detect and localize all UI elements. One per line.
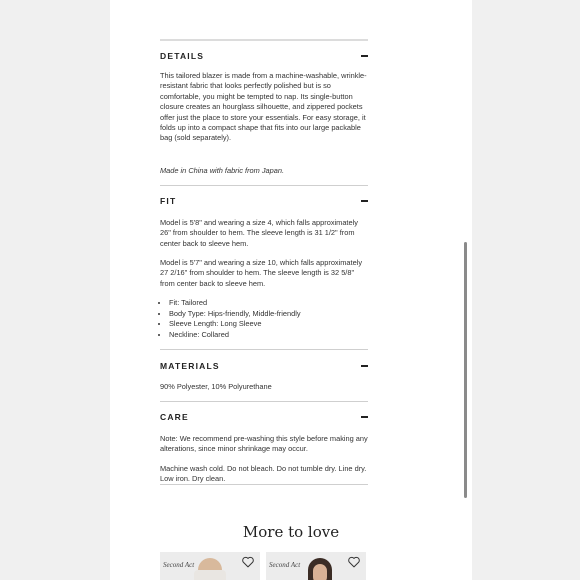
materials-title: MATERIALS <box>160 361 220 371</box>
fit-header[interactable] <box>160 193 368 209</box>
collapse-minus-icon[interactable] <box>361 365 368 366</box>
materials-composition: 90% Polyester, 10% Polyurethane <box>160 382 272 391</box>
care-note: Note: We recommend pre-washing this style before making any alterations, since minor shrinkage may occur. <box>160 434 368 454</box>
fit-model-1: Model is 5'8" and wearing a size 4, which falls approximately 26" from shoulder to hem. The sleeve length is 31 1/2" from center back to sleeve hem. <box>160 218 358 248</box>
details-origin: Made in China with fabric from Japan. <box>160 166 285 175</box>
list-item: • Neckline: Collared <box>169 330 377 341</box>
heart-icon[interactable] <box>241 556 255 568</box>
collapse-minus-icon[interactable] <box>361 200 368 201</box>
materials-header[interactable] <box>160 358 368 374</box>
care-header[interactable] <box>160 409 368 425</box>
list-item: • Fit: Tailored <box>169 298 377 309</box>
divider <box>160 349 368 350</box>
card-brand-label: Second Act <box>163 561 195 569</box>
care-instructions: Machine wash cold. Do not bleach. Do not tumble dry. Line dry. Low iron. Dry clean. <box>160 464 367 484</box>
scrollbar-thumb[interactable] <box>464 242 467 498</box>
product-card[interactable] <box>160 552 260 580</box>
details-header[interactable] <box>160 48 368 64</box>
product-image <box>313 564 327 580</box>
more-to-love-heading: More to love <box>242 523 340 541</box>
fit-attributes-list <box>160 298 377 340</box>
divider <box>160 185 368 186</box>
divider <box>160 39 368 41</box>
collapse-minus-icon[interactable] <box>361 55 368 56</box>
divider <box>160 401 368 402</box>
fit-model-2: Model is 5'7" and wearing a size 10, which falls approximately 27 2/16" from shoulder to hem. The sleeve length is 32 5/8" from center back to sleeve hem. <box>160 258 363 288</box>
details-title: DETAILS <box>160 51 205 61</box>
list-item: • Sleeve Length: Long Sleeve <box>169 319 377 330</box>
care-title: CARE <box>160 412 189 422</box>
card-brand-label: Second Act <box>269 561 301 569</box>
list-item: • Body Type: Hips-friendly, Middle-friendly <box>169 309 377 320</box>
collapse-minus-icon[interactable] <box>361 416 368 417</box>
divider <box>160 484 368 485</box>
product-card[interactable] <box>266 552 366 580</box>
product-detail-panel <box>110 0 472 580</box>
fit-title: FIT <box>160 196 177 206</box>
product-image <box>194 570 226 580</box>
details-description: This tailored blazer is made from a machine-washable, wrinkle-resistant fabric that looks perfectly polished but is so comfortable, you might be tempted to nap. Its single-button closure creates an hourglass silhouette, and zippered pockets offer just the place to store your essentials. For easy storage, it folds up into a compact shape that fits into our large packable bag (sold separately). <box>160 71 367 143</box>
heart-icon[interactable] <box>347 556 361 568</box>
